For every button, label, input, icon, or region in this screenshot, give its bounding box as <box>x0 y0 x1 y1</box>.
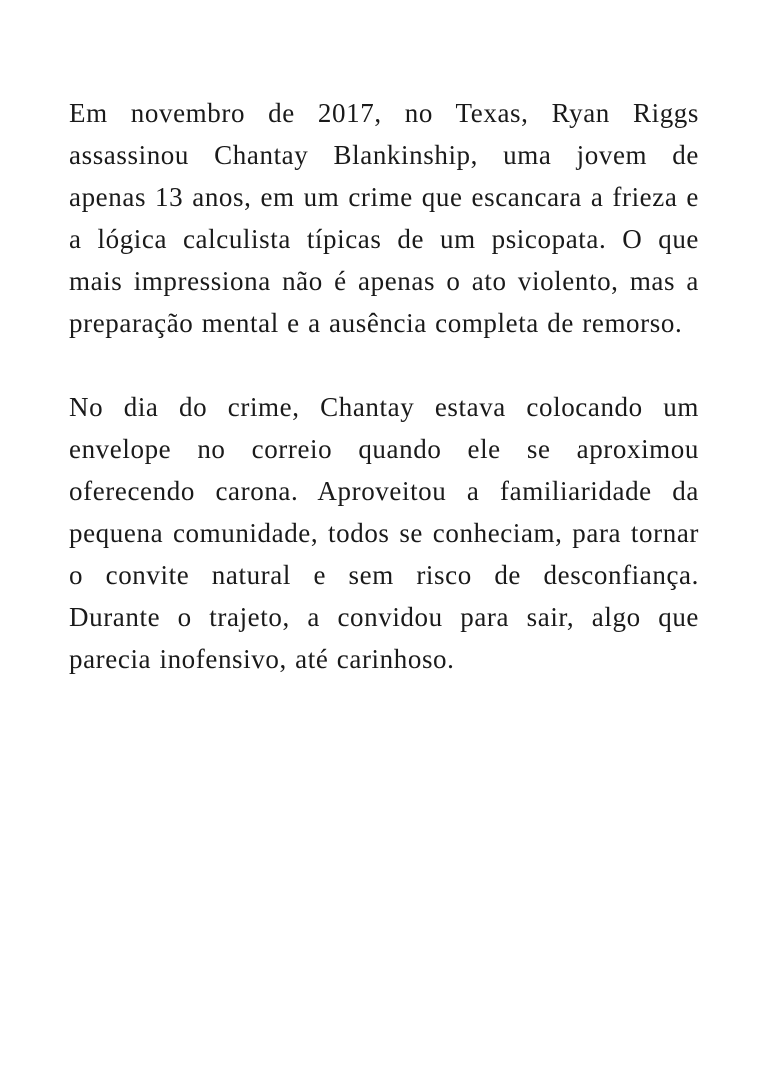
body-text <box>69 92 699 680</box>
paragraph-1: Em novembro de 2017, no Texas, Ryan Riggs assassinou Chantay Blankinship, uma jovem de apenas 13 anos, em um crime que escancara a frieza e a lógica calculista típicas de um psicopata. O que mais impressiona não é apenas o ato violento, mas a preparação mental e a ausência completa de remorso. <box>69 98 699 338</box>
paragraph-2: No dia do crime, Chantay estava colocando um envelope no correio quando ele se aproximou oferecendo carona. Aproveitou a familiaridade da pequena comunidade, todos se conheciam, para tornar o convite natural e sem risco de desconfiança. Durante o trajeto, a convidou para sair, algo que parecia inofensivo, até carinhoso. <box>69 392 699 674</box>
